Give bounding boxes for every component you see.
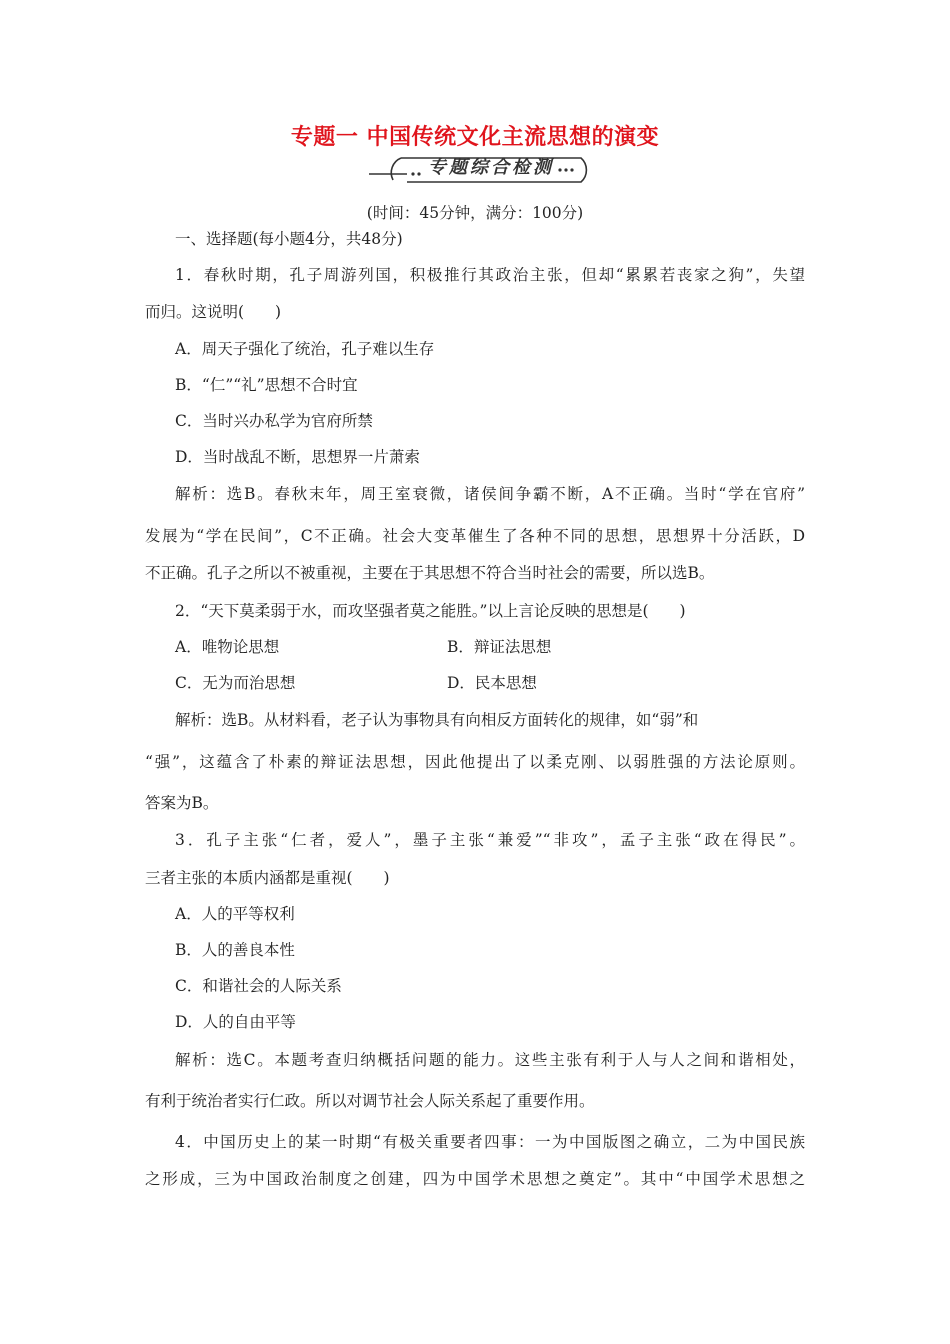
q3-stem-line1: 3．孔子主张“仁者，爱人”，墨子主张“兼爱”“非攻”，孟子主张“政在得民”。 bbox=[175, 831, 805, 849]
q2-option-b: B．辩证法思想 bbox=[447, 638, 552, 656]
q1-analysis-line1: 解析：选B。春秋末年，周王室衰微，诸侯间争霸不断，A不正确。当时“学在官府” bbox=[175, 485, 805, 503]
q2-option-a: A．唯物论思想 bbox=[175, 638, 280, 656]
q4-stem-line1: 4．中国历史上的某一时期“有极关重要者四事：一为中国版图之确立，二为中国民族 bbox=[175, 1133, 805, 1151]
q3-stem-line2: 三者主张的本质内涵都是重视( ) bbox=[145, 869, 390, 887]
q2-option-c: C．无为而治思想 bbox=[175, 674, 296, 692]
q3-option-a: A．人的平等权利 bbox=[175, 905, 295, 923]
time-note: (时间：45分钟，满分：100分) bbox=[366, 204, 584, 222]
q1-analysis-line3: 不正确。孔子之所以不被重视，主要在于其思想不符合当时社会的需要，所以选B。 bbox=[145, 564, 715, 582]
q2-analysis-line2: “强”，这蕴含了朴素的辩证法思想，因此他提出了以柔克刚、以弱胜强的方法论原则。 bbox=[145, 753, 805, 771]
q2-analysis-line1: 解析：选B。从材料看，老子认为事物具有向相反方面转化的规律，如“弱”和 bbox=[175, 711, 699, 729]
q2-analysis-line3: 答案为B。 bbox=[145, 794, 219, 812]
q1-analysis-line2: 发展为“学在民间”，C不正确。社会大变革催生了各种不同的思想，思想界十分活跃，D bbox=[145, 527, 805, 545]
section-heading: 一、选择题(每小题4分，共48分) bbox=[175, 230, 403, 248]
q3-option-d: D．人的自由平等 bbox=[175, 1013, 296, 1031]
banner-label: 专题综合检测 bbox=[428, 157, 554, 178]
page-title: 专题一 中国传统文化主流思想的演变 bbox=[290, 125, 660, 150]
q1-option-b: B．“仁”“礼”思想不合时宜 bbox=[175, 376, 358, 394]
q4-stem-line2: 之形成，三为中国政治制度之创建，四为中国学术思想之奠定”。其中“中国学术思想之 bbox=[145, 1170, 805, 1188]
q3-analysis-line1: 解析：选C。本题考查归纳概括问题的能力。这些主张有利于人与人之间和谐相处， bbox=[175, 1051, 805, 1069]
q1-option-a: A．周天子强化了统治，孔子难以生存 bbox=[175, 340, 435, 358]
q3-option-c: C．和谐社会的人际关系 bbox=[175, 977, 342, 995]
q2-stem-line1: 2．“天下莫柔弱于水，而攻坚强者莫之能胜。”以上言论反映的思想是( ) bbox=[175, 602, 686, 620]
q1-stem-line2: 而归。这说明( ) bbox=[145, 303, 282, 321]
q1-option-c: C．当时兴办私学为官府所禁 bbox=[175, 412, 373, 430]
section-banner bbox=[367, 150, 615, 184]
q1-stem-line1: 1．春秋时期，孔子周游列国，积极推行其政治主张，但却“累累若丧家之狗”，失望 bbox=[175, 266, 805, 284]
q1-option-d: D．当时战乱不断，思想界一片萧索 bbox=[175, 448, 420, 466]
q2-option-d: D．民本思想 bbox=[447, 674, 537, 692]
q3-option-b: B．人的善良本性 bbox=[175, 941, 295, 959]
q3-analysis-line2: 有利于统治者实行仁政。所以对调节社会人际关系起了重要作用。 bbox=[145, 1092, 595, 1110]
